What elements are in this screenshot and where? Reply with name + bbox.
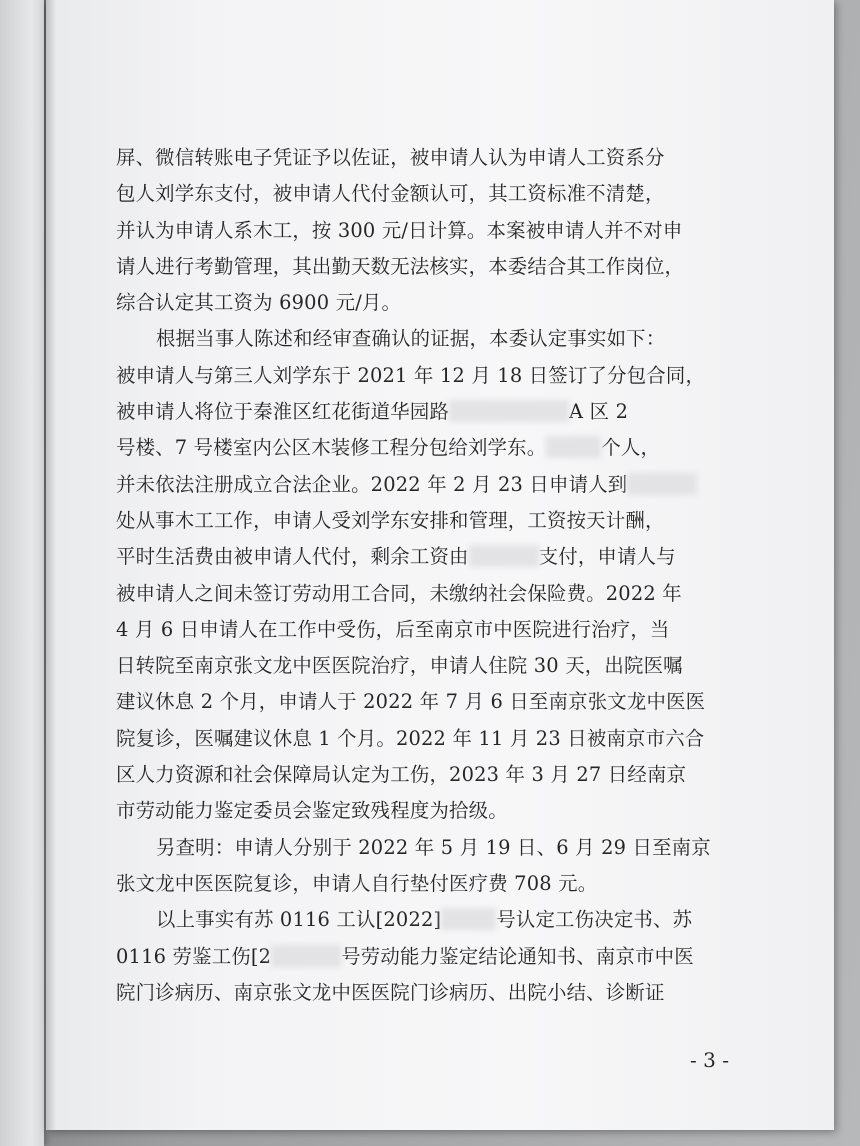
text-line: 综合认定其工资为 6900 元/月。 (116, 291, 402, 315)
text-line: 请人进行考勤管理，其出勤天数无法核实，本委结合其工作岗位， (116, 254, 685, 278)
redaction-blur (449, 400, 569, 422)
text-line (116, 539, 736, 575)
text-line: 并认为申请人系木工，按 300 元/日计算。本案被申请人并不对申 (116, 218, 683, 242)
text-line (116, 467, 736, 503)
text-line: 4 月 6 日申请人在工作中受伤，后至南京市中医院进行治疗，当 (116, 617, 670, 641)
text-line: 区人力资源和社会保障局认定为工伤，2023 年 3 月 27 日经南京 (116, 763, 687, 787)
redaction-blur (441, 908, 496, 930)
underlying-page-edge (0, 0, 44, 1146)
redaction-blur (627, 473, 697, 495)
text-fragment: 号劳动能力鉴定结论通知书、南京市中医 (341, 944, 694, 968)
text-line: 日转院至南京张文龙中医医院治疗，申请人住院 30 天，出院医嘱 (116, 654, 683, 678)
text-line: 张文龙中医医院复诊，申请人自行垫付医疗费 708 元。 (116, 871, 598, 895)
text-line (116, 394, 736, 430)
text-line: 被申请人之间未签订劳动用工合同，未缴纳社会保险费。2022 年 (116, 581, 682, 605)
text-fragment: 0116 劳鉴工伤[2 (116, 944, 272, 968)
text-line: 被申请人与第三人刘学东于 2021 年 12 月 18 日签订了分包合同， (116, 363, 706, 387)
text-line: 市劳动能力鉴定委员会鉴定致残程度为拾级。 (116, 799, 508, 823)
text-fragment: 支付，申请人与 (538, 545, 676, 569)
page-binding-shadow (46, 0, 56, 1130)
text-fragment: 号楼、7 号楼室内公区木装修工程分包给刘学东。 (116, 436, 547, 460)
text-line: 根据当事人陈述和经审查确认的证据，本委认定事实如下： (156, 327, 666, 351)
redaction-blur (546, 436, 601, 458)
page-number: - 3 - (690, 1048, 729, 1072)
text-line (116, 939, 736, 975)
redaction-blur (271, 945, 341, 967)
text-line: 院复诊，医嘱建议休息 1 个月。2022 年 11 月 23 日被南京市六合 (116, 726, 705, 750)
text-line: 处从事木工工作，申请人受刘学东安排和管理，工资按天计酬， (116, 508, 665, 532)
text-fragment: 号认定工伤决定书、苏 (496, 908, 693, 932)
text-line: 另查明：申请人分别于 2022 年 5 月 19 日、6 月 29 日至南京 (156, 835, 711, 859)
text-fragment: 平时生活费由被申请人代付，剩余工资由 (116, 545, 469, 569)
text-fragment: 并未依法注册成立合法企业。2022 年 2 月 23 日申请人到 (116, 472, 628, 496)
text-line: 屏、微信转账电子凭证予以佐证，被申请人认为申请人工资系分 (116, 146, 665, 169)
text-line: 院门诊病历、南京张文龙中医医院门诊病历、出院小结、诊断证 (116, 980, 665, 1004)
text-fragment: 被申请人将位于秦淮区红花街道华园路 (116, 400, 450, 424)
document-body (116, 140, 736, 1011)
text-line (116, 902, 736, 938)
text-line: 包人刘学东支付，被申请人代付金额认可，其工资标准不清楚， (116, 182, 665, 206)
text-line: 建议休息 2 个月，申请人于 2022 年 7 月 6 日至南京张文龙中医医 (116, 690, 706, 714)
text-fragment: 以上事实有苏 0116 工认[2022] (156, 908, 442, 932)
text-fragment: A 区 2 (569, 400, 629, 424)
text-line (116, 430, 736, 466)
text-fragment: 个人， (601, 436, 661, 460)
redaction-blur (469, 545, 539, 567)
